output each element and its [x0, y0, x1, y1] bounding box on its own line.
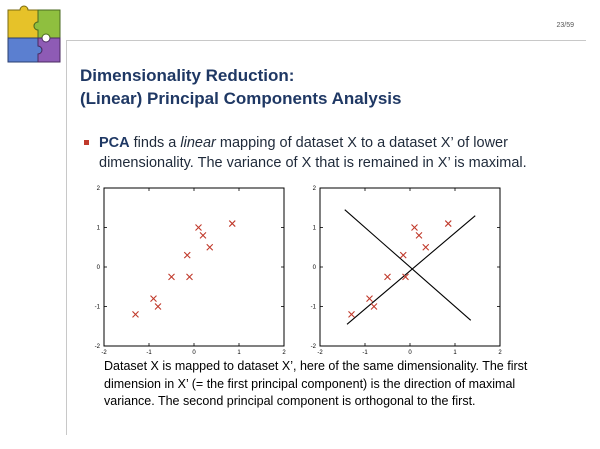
page-number: 23/59	[556, 22, 574, 29]
x-tick-label: -1	[146, 350, 152, 354]
slide-title	[80, 64, 402, 110]
y-tick-label: -1	[94, 304, 100, 311]
title-line-2: (Linear) Principal Components Analysis	[80, 89, 402, 108]
x-tick-label: 1	[453, 350, 457, 354]
x-tick-label: 0	[192, 350, 196, 354]
bullet-text-b: mapping of dataset X to a dataset X’ of lower dimensionality. The variance of X that is remained in X’ is maximal.	[99, 135, 527, 171]
bullet-emphasis: linear	[180, 135, 216, 151]
plot-frame	[104, 188, 284, 346]
x-tick-label: -2	[101, 350, 107, 354]
title-line-1: Dimensionality Reduction:	[80, 66, 295, 85]
y-tick-label: 0	[96, 265, 100, 271]
y-tick-label: -1	[310, 304, 316, 311]
x-tick-label: 2	[498, 350, 502, 354]
bullet-point	[84, 133, 584, 173]
top-rule	[66, 40, 586, 41]
puzzle-logo-icon	[4, 4, 68, 66]
x-tick-label: 2	[282, 350, 286, 354]
x-tick-label: -1	[362, 350, 368, 354]
y-tick-label: 2	[312, 186, 316, 192]
scatter-plot-principal-components	[300, 182, 506, 354]
bullet-term: PCA	[99, 135, 130, 151]
y-tick-label: -2	[310, 344, 316, 350]
x-tick-label: -2	[317, 350, 323, 354]
bullet-text-a: finds a	[129, 135, 181, 151]
y-tick-label: -2	[94, 344, 100, 350]
x-tick-label: 0	[408, 350, 412, 354]
y-tick-label: 1	[96, 225, 100, 232]
x-tick-label: 1	[237, 350, 241, 354]
bullet-text	[99, 133, 584, 173]
scatter-plot-original	[84, 182, 290, 354]
y-tick-label: 0	[312, 265, 316, 271]
y-tick-label: 2	[96, 186, 100, 192]
figure-caption: Dataset X is mapped to dataset X’, here of the same dimensionality. The first dimension in X’ (= the first principal component) is the direction of maximal variance. The second principal component is orthogonal to the first.	[104, 359, 528, 408]
bullet-square-icon	[84, 140, 89, 145]
left-rule	[66, 40, 67, 435]
y-tick-label: 1	[312, 225, 316, 232]
